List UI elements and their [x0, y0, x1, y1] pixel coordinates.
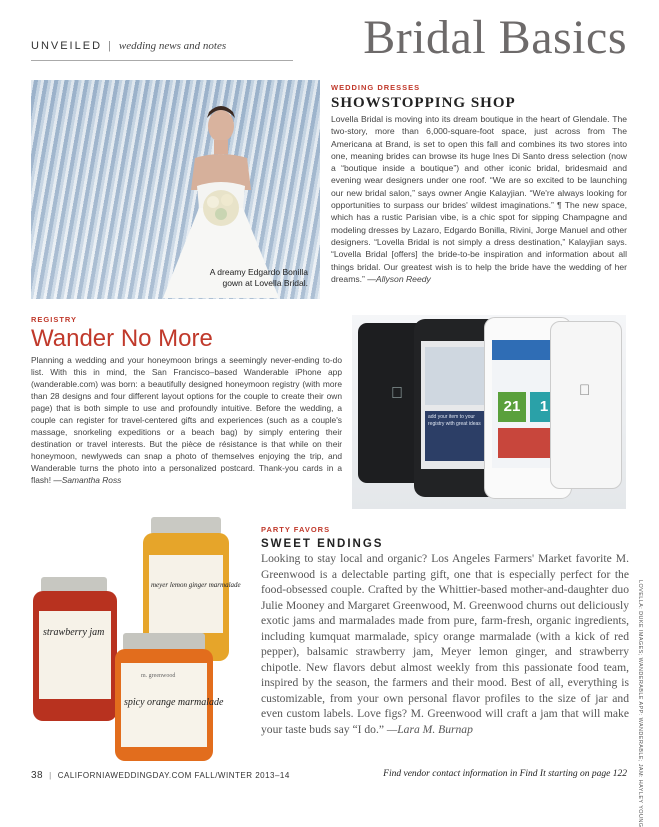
header-separator: | [108, 40, 113, 52]
party-favors-kicker: PARTY FAVORS [261, 525, 331, 534]
wedding-dresses-text: Lovella Bridal is moving into its dream boutique in the heart of Glendale. The two-story, more than 6,000-square-foot space, just across from The Americana at Brand, is set to open this fall and combines its two stores into one, meaning brides can browse its huge Ines Di Santo dress selection (now a “boutique inside a boutique”) and other iconic bridal, bridesmaid and evening wear designers under one roof. “We are so excited to be launching our new bridal salon,” says owner Angie Kalayjian. “We're always looking for opportunities to surpass our brides' wildest imaginations.” ¶ The new space, which has a rustic Parisian vibe, is a chic spot for sipping Champagne and modeling dresses by Lazaro, Edgardo Bonilla, Rivini, Jorge Manuel and other designers. “Lovella Bridal is not simply a dress destination,” Kalayjian says. “Lovella Bridal [offers] the bride-to-be inspiration and information about all things bridal. Our greatest wish is to help the bride have the wedding of her dreams.” [331, 114, 627, 284]
find-it-note: Find vendor contact information in Find It starting on page 122 [383, 769, 627, 779]
registry-byline: —Samantha Ross [53, 475, 122, 485]
photo-credits [637, 580, 655, 827]
showstopping-shop-headline: SHOWSTOPPING SHOP [331, 95, 516, 111]
party-favors-text: Looking to stay local and organic? Los Angeles Farmers' Market favorite M. Greenwood is a delectable parting gift, one that is especially perfect for the food-obsessed couple. Crafted by the Whittier-based mother-and-daughter duo Julie Mooney and Margaret Greenwood, M. Greenwood churns out deliciously exotic jams and marmalades made from pure, farm-fresh, organic ingredients, including kumquat marmalade, spicy orange marmalade (with a kick of red pepper), balsamic strawberry jam, Meyer lemon ginger, and strawberry chipotle. New flavors debut almost weekly from this passionate food team, inspired by the season, the farmers and their mood. Best of all, everything is customizable, from your own personal flavor profiles to the size of jar and even custom labels. Love figs? M. Greenwood will craft a jam that will make your taste buds say “I do.” [261, 552, 629, 736]
party-favors-body [261, 551, 629, 737]
jam-jars-illustration [31, 515, 251, 763]
phone-screen-left [421, 341, 493, 469]
publication-line: CALIFORNIAWEDDINGDAY.COM FALL/WINTER 2013–14 [57, 771, 290, 780]
registry-text: Planning a wedding and your honeymoon brings a seemingly never-ending to-do list. With this in mind, the San Francisco–based Wanderable iPhone app (wanderable.com) was born: a beautifully designed honeymoon registry (with more than 28 designs and four different layout options for the couple to create their own page) that is both simple to use and profoundly intuitive. Before the wedding, a couple can register for travel-centered gifts and experiences (such as a couple's massage, snorkeling expeditions or a beach bag) by simply entering their destination or travel interests. But the pièce de résistance is that while on their honeymoon, newlyweds can snap a photo of themselves enjoying the trip, and Wanderable turns the photo into a personalized postcard. Thank-you cards in a flash! [31, 355, 342, 485]
registry-kicker: REGISTRY [31, 315, 78, 324]
sweet-endings-headline: SWEET ENDINGS [261, 538, 384, 550]
registry-body [31, 354, 342, 486]
page-footer [31, 770, 290, 781]
phone-back-white [550, 321, 622, 489]
wedding-dresses-byline: —Allyson Reedy [367, 273, 431, 284]
party-favors-byline: —Lara M. Burnap [386, 722, 473, 736]
jar-label-meyer: meyer lemon ginger marmalade [151, 581, 241, 589]
screen-number-tile-1: 21 [498, 392, 526, 422]
party-favors-article [261, 525, 629, 737]
phones-photo [352, 315, 626, 509]
footer-separator: | [49, 771, 52, 780]
photo-credits-text: LOVELLA: DUKE IMAGES; WANDERABLE APP: WANDERABLE; JAM: HAYLEY YOUNG [637, 580, 643, 827]
screen-registry-panel: add your item to your registry with great ideas [425, 411, 489, 461]
apple-logo-icon [391, 385, 403, 403]
section-subtitle: wedding news and notes [118, 40, 227, 52]
section-label [31, 40, 226, 52]
jar-label-spicy-orange: spicy orange marmalade [124, 697, 224, 708]
bride-photo [31, 80, 320, 299]
screen-red-tile [498, 428, 558, 458]
screen-photo-tile [425, 347, 489, 405]
wedding-dresses-article [331, 83, 627, 285]
jar-label-brand: m. greenwood [141, 673, 176, 679]
jam-jars-photo [31, 515, 251, 763]
header-rule [31, 60, 293, 61]
apple-logo-icon [579, 382, 590, 399]
section-name: UNVEILED [31, 40, 103, 52]
screen-number-tile-2: 1 [530, 392, 558, 422]
registry-article [31, 315, 342, 486]
wedding-dresses-body [331, 113, 627, 285]
bride-photo-caption: A dreamy Edgardo Bonilla gown at Lovella Bridal. [209, 267, 308, 288]
wander-no-more-headline: Wander No More [31, 325, 213, 352]
jar-label-strawberry: strawberry jam [43, 627, 105, 638]
wedding-dresses-kicker: WEDDING DRESSES [331, 83, 421, 92]
page-number: 38 [31, 770, 44, 781]
page-title: Bridal Basics [363, 11, 627, 64]
